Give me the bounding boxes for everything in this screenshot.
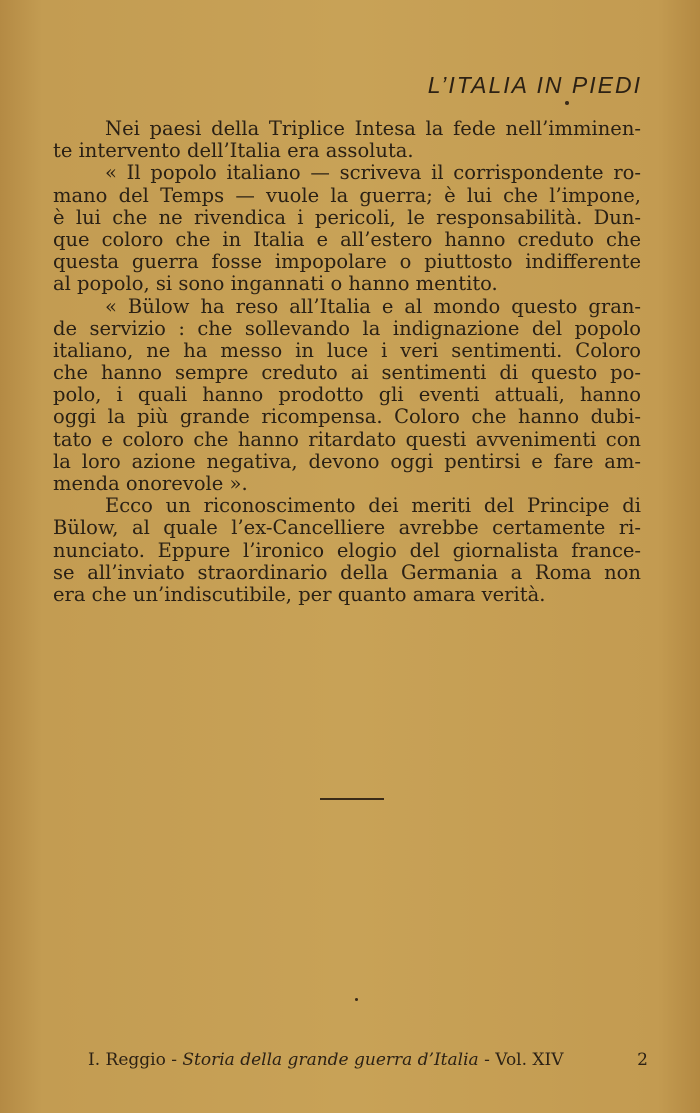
- text-line: que coloro che in Italia e all’estero hanno creduto che: [53, 228, 641, 251]
- text-line: de servizio : che sollevando la indignazione del popolo: [53, 317, 641, 340]
- text-line: nunciato. Eppure l’ironico elogio del giornalista france-: [53, 539, 641, 562]
- text-line: al popolo, si sono ingannati o hanno mentito.: [53, 273, 498, 296]
- text-line: « Il popolo italiano — scriveva il corrispondente ro-: [105, 162, 641, 185]
- page-number: 2: [637, 1050, 648, 1070]
- text-line: « Bülow ha reso all’Italia e al mondo questo gran-: [105, 295, 641, 318]
- text-line: menda onorevole ».: [53, 473, 248, 495]
- text-line: tato e coloro che hanno ritardato questi avvenimenti con: [53, 428, 641, 451]
- footer-separator: -: [165, 1050, 183, 1070]
- footer-author: I. Reggio: [88, 1050, 166, 1070]
- text-line: è lui che ne rivendica i pericoli, le responsabilità. Dun-: [53, 206, 641, 229]
- text-line: mano del Temps — vuole la guerra; è lui che l’impone,: [53, 184, 641, 207]
- text-line: questa guerra fosse impopolare o piuttosto indifferente: [53, 251, 641, 274]
- text-line: Ecco un riconoscimento dei meriti del Principe di: [105, 495, 641, 518]
- page-footer: [88, 1050, 648, 1070]
- text-line: Nei paesi della Triplice Intesa la fede nell’imminen-: [105, 118, 641, 140]
- text-line: se all’inviato straordinario della Germania a Roma non: [53, 561, 641, 584]
- text-line: che hanno sempre creduto ai sentimenti di questo po-: [53, 362, 641, 385]
- footer-separator: -: [478, 1050, 496, 1070]
- footer-volume: Vol. XIV: [495, 1050, 564, 1070]
- text-line: Bülow, al quale l’ex-Cancelliere avrebbe certamente ri-: [53, 517, 641, 540]
- footer-book-title: Storia della grande guerra d’Italia: [182, 1050, 479, 1070]
- text-line: italiano, ne ha messo in luce i veri sentimenti. Coloro: [53, 339, 641, 362]
- text-line: polo, i quali hanno prodotto gli eventi attuali, hanno: [53, 384, 641, 407]
- speck-dot: [355, 998, 358, 1001]
- text-line: oggi la più grande ricompensa. Coloro che hanno dubi-: [53, 406, 641, 429]
- text-line: la loro azione negativa, devono oggi pentirsi e fare am-: [53, 450, 641, 473]
- running-head: L’ITALIA IN PIEDI: [427, 72, 642, 98]
- ornament-dot: [565, 101, 569, 105]
- text-line: era che un’indiscutibile, per quanto amara verità.: [53, 583, 546, 606]
- body-text: [53, 118, 641, 606]
- text-line: te intervento dell’Italia era assoluta.: [53, 140, 414, 163]
- section-divider: [320, 798, 384, 800]
